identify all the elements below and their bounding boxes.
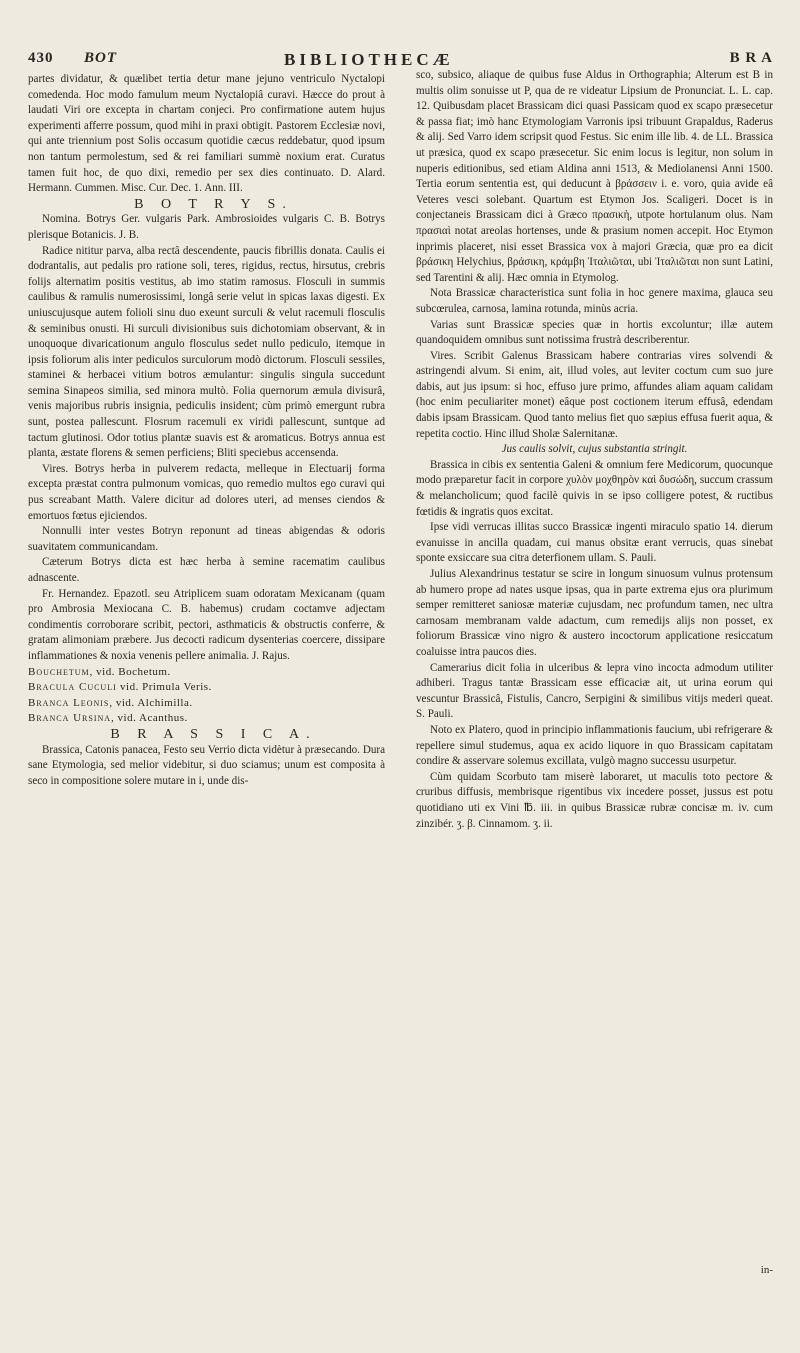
section-heading-brassica: B R A S S I C A. (110, 726, 317, 742)
section-heading-botrys: B O T R Y S. (134, 196, 293, 212)
paragraph: Cæterum Botrys dicta est hæc herba à semine racematim caulibus adnascente. (28, 556, 385, 584)
paragraph: Ipse vidi verrucas illitas succo Brassicæ ingenti miraculo spatio 14. dierum evanuisse in ancilla quadam, cui manus obsitæ erant verrucis, quas sinebat sponte exsiccare sua citra deterfionem ullam. S. Pauli. (416, 521, 773, 565)
cross-reference (28, 680, 385, 696)
xref-lemma: Branca Leonis (28, 696, 110, 709)
paragraph: partes dividatur, & quælibet tertia detur mane jejuno ventriculo Nyctalopi comedenda. Hoc modo famulum meum Nyctalopiâ curavi. Hæcce do prout à laudati Viri ore excepta in chartam conjeci. Pro confirmatione autem hujus experimenti afferre possum, quod mihi in praxi obtigit. Pastorem Ecclesiæ novi, qui ante triennium post Solis occasum quotidie cæcus reddebatur, quod ipsum non tantum permolestum, sed & rei familiari summè noxium erat. Curatus tamen fuit hoc, de quo dixi, remedio per sex dies continuato. D. Alard. Hermann. Cummen. Misc. Cur. Dec. 1. Ann. III. (28, 73, 385, 195)
paragraph: Noto ex Platero, quod in principio inflammationis faucium, ubi refrigerare & repellere simul studemus, aqua ex acido liquore in quo Brassicam capitatam condire & asservare solemus excillata, vulgò magno successu usurpetur. (416, 723, 773, 768)
page-number: 430 (28, 50, 54, 66)
cross-reference (28, 665, 385, 681)
right-column (416, 68, 773, 832)
paragraph-brassica: Brassica, Catonis panacea, Festo seu Verrio dicta vidètur à præsecando. Dura sane Etymologia, sed melior videbitur, si duo sciamus; unum est composita à seco in compositione solere mutare in i, unde dis- (28, 743, 385, 787)
xref-target: , vid. Alchimilla. (109, 696, 193, 709)
paragraph: Brassica in cibis ex sententia Galeni & omnium fere Medicorum, quocunque modo præparetur facit in corpore χυλὸν μοχθηρὸν καὶ δυσώδη, succum crassum & melancholicum; quod facilè quivis in se ipso colligere potest, & ructibus fœtidis & ingratis quos excitat. (416, 458, 773, 518)
paragraph: Camerarius dicit folia in ulceribus & lepra vino incocta admodum utiliter adhiberi. Tragus tantæ Brassicam esse efficaciæ ait, ut urina eorum qui vescuntur Brassicâ, Fistulis, Cancro, Serpigini & similibus vitijs mederi queat. S. Pauli. (416, 661, 773, 721)
paragraph-nomina: Nomina. Botrys Ger. vulgaris Park. Ambrosioides vulgaris C. B. Botrys plerisque Botanicis. J. B. (28, 213, 385, 241)
xref-target: , vid. Acanthus. (111, 712, 188, 725)
xref-target: , vid. Bochetum. (89, 665, 171, 678)
paragraph-hernandez: Fr. Hernandez. Epazotl. seu Atriplicem suam odoratam Mexicanam (quam pro Ambrosia Mexiocana C. B. habemus) crudam coctamve adjectam condimentis corroborare scribit, pectori, asthmaticis & obstructis conferre, & gratam alimoniam præbere. Jus decocti radicum dysenterias coercere, dissipare inflammationes & noxia venenis pellere animalia. J. Rajus. (28, 587, 385, 662)
xref-lemma: Branca Ursina (28, 712, 112, 725)
verse-quotation: Jus caulis solvit, cujus substantia stringit. (501, 443, 688, 456)
xref-target: vid. Primula Veris. (116, 681, 212, 694)
paragraph: Nonnulli inter vestes Botryn reponunt ad tineas abigendas & odoris suavitatem communicandam. (28, 525, 385, 553)
xref-lemma: Bracula Cuculi (28, 681, 117, 694)
header-abbrev-left: BOT (84, 50, 117, 66)
paragraph-etymology: sco, subsico, aliaque de quibus fuse Aldus in Orthographia; Alterum est B in multis olim sonuisse ut P, qua de re videatur Lipsium de Pronunciat. L. L. cap. 12. Quibusdam placet Brassicam dici quasi Passicam quod ex scapo præsecetur & passa fiat; imò hanc Etymologiam Varronis ipsi tribuunt Grapaldus, Raderus & alij. Sed Varro idem scripsit quod Festus. Sic enim ille lib. 4. de LL. Brassica ut præsica, quod ex scapo præsecetur. Sic enim locus is legitur, non solum in nuperis editionibus, sed etiam Aldina anni 1513, & Mediolanensi Anni 1500. Tertia eorum sententia est, qui deducunt à βράσσειν i. e. voro, quia avide eâ Veteres vesci solebant. Quartum est Etymon Jos. Scaligeri. Docet is in conjectaneis Brassicam dici à Græco πρασικὴ, utpote hortulanum olus. Nam πρασιαὶ notat areolas hortenses, unde & prasium nomen accepit. Hoc Etymon inprimis placeret, nisi esset Brassica vox à majori Græcia, quæ pro ea dicit βράσικη Helychius, βράσικη, κράμβη Ἰταλιῶται, ubi Ἰταλιῶται non sunt Latini, sed Tarentini & alij. Hæc omnia in Etymolog. (416, 69, 773, 284)
catchword: in- (760, 1264, 773, 1276)
left-column (28, 72, 385, 789)
cross-reference (28, 696, 385, 712)
paragraph-vires: Vires. Scribit Galenus Brassicam habere contrarias vires solvendi & astringendi alvum. Si enim, ait, illud voles, aut leviter coctum cum suo jure dabis, aut jus ipsum: si hoc, effuso jure primo, affundes aliam aquam calidam (hoc enim peculiariter monet) eâque post coctionem iterum effusâ, edendam dabis ipsam Brassicam. Quod tanto melius fiet quo sæpius effusa fuerit aqua, & repetita coctio. Hinc illud Sholæ Salernitanæ. (416, 349, 773, 440)
running-title: BIBLIOTHECÆ (284, 50, 454, 69)
header-abbrev-right: B R A (729, 50, 773, 66)
paragraph-nota: Nota Brassicæ characteristica sunt folia in hoc genere maxima, glauca seu subcœrulea, carnosa, lamina rotunda, minùs acria. (416, 287, 773, 315)
paragraph: Julius Alexandrinus testatur se scire in longum sinuosum vulnus protensum ab humero prope ad nates usque ipsas, qua in parte extrema ejus ora plurimum semper remitteret saniosæ materiæ cujusdam, nec profundum tamen, nec ultra carnosam membranam valde adactum, cum remedijs alijs non posset, ex foliorum Brassicæ vino nigro & austero incoctorum applicatione resiccatum coaluisse intra paucos dies. (416, 568, 773, 658)
paragraph-vires: Vires. Botrys herba in pulverem redacta, melleque in Electuarij forma excepta præstat contra pulmonum vomicas, quo remedio multos ego curavi qui pus screabant Matth. Valere dicitur ad dolores uteri, ad menses ciendos & emortuos fœtus ejiciendos. (28, 462, 385, 522)
cross-reference (28, 711, 385, 727)
paragraph: Cùm quidam Scorbuto tam miserè laboraret, ut maculis toto pectore & cruribus diffusis, membrisque rigentibus vix incedere posset, jussus est potu quotidiano uti ex Vini ℔. iii. in quibus Brassicæ rubræ concisæ m. iv. cum zinzibér. ʒ. β. Cinnamom. ʒ. ii. (416, 770, 773, 830)
xref-lemma: Bouchetum (28, 665, 90, 678)
paragraph: Varias sunt Brassicæ species quæ in hortis excoluntur; illæ autem quandoquidem omnibus sunt notissima frustrà describerentur. (416, 318, 773, 347)
paragraph-description: Radice nititur parva, alba rectâ descendente, paucis fibrillis donata. Caulis ei dodrantalis, aut pedalis pro ratione soli, teres, rigidus, rectus, hirsutus, crebris folijs alternatim positis vestitus, ab imo statim ramosus. Flosculi in summis caulibus & ramulis numerosissimi, longâ serie velut in spicas laxas digesti. Ex uniuscujusque autem folioli sinu duo exeunt surculi & velut racemuli flosculis & seminibus onusti. Hi surculi divisionibus suis dichotomiam observant, & in unoquoque divaricationum angulo flosculus sedet nullo pediculo, itemque in ipsis foliorum alis inter pediculos surculorum modò dictorum. Flosculi sessiles, staminei & herbacei vitium botros æmulantur: singulis singula succedunt semina Sinapeos similia, sed minora multò. Folia quernorum æmula divisurâ, venis majoribus rubris insignia, pediculis insident; cùm primò emergunt rubra sunt, postea pallescunt. Flosrum racemuli ex viridi pallescunt, suntque ad tactum glutinosi. Odor totius plantæ suavis est & aromaticus. Botrys annua est planta, æstate florens & semen perficiens; Bliti speciebus accensenda. (28, 244, 385, 460)
